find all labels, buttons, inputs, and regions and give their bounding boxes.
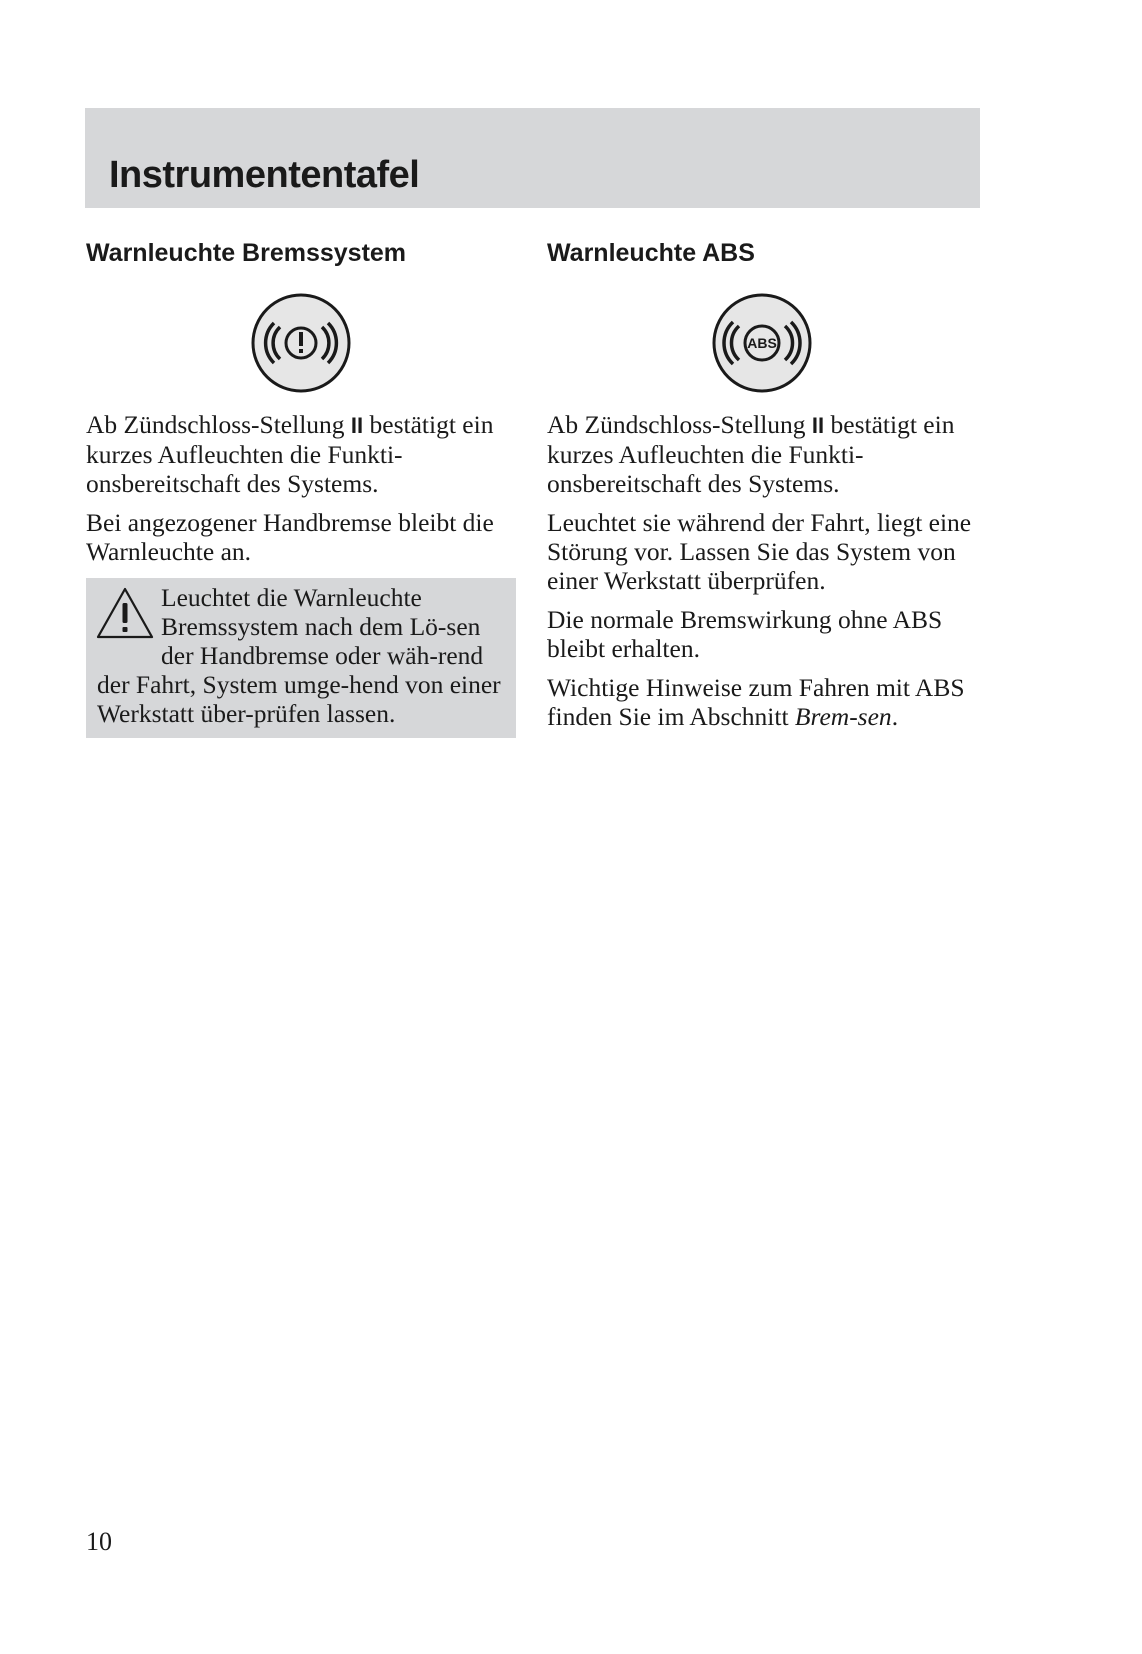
ignition-position-roman: II: [350, 413, 364, 438]
abs-ignition-paragraph: Ab Zündschloss-Stellung II bestätigt ein kurzes Aufleuchten die Funkti-onsbereitschaft des Systems.: [547, 410, 955, 498]
abs-warning-icon: [547, 276, 977, 410]
warning-text: Leuchtet die Warnleuchte Bremssystem nach dem Lö-sen der Handbremse oder wäh-rend der Fahrt, System umge-hend von einer Werkstatt über-prüfen lassen.: [97, 583, 501, 728]
warning-triangle-icon: [95, 585, 155, 643]
page-number: 10: [86, 1527, 112, 1556]
chapter-header-band: [85, 108, 980, 208]
abs-fault-paragraph: Leuchtet sie während der Fahrt, liegt eine Störung vor. Lassen Sie das System von einer Werkstatt überprüfen.: [547, 508, 972, 595]
chapter-title: Instrumententafel: [109, 154, 420, 196]
brake-ignition-paragraph: Ab Zündschloss-Stellung II bestätigt ein kurzes Aufleuchten die Funkti-onsbereitschaft des Systems.: [86, 410, 494, 498]
brake-warning-icon: [86, 276, 516, 410]
abs-hints-paragraph: Wichtige Hinweise zum Fahren mit ABS finden Sie im Abschnitt Brem-sen.: [547, 673, 965, 731]
ignition-position-roman: II: [811, 413, 825, 438]
handbrake-paragraph: Bei angezogener Handbremse bleibt die Warnleuchte an.: [86, 508, 494, 566]
brakes-section-reference: Brem-sen: [794, 702, 892, 731]
brake-system-column: [86, 236, 516, 738]
brake-system-heading: Warnleuchte Bremssystem: [86, 239, 407, 267]
abs-column: [547, 236, 977, 741]
warning-box: [86, 578, 516, 738]
abs-braking-paragraph: Die normale Bremswirkung ohne ABS bleibt erhalten.: [547, 605, 943, 663]
abs-icon-label: ABS: [747, 335, 777, 351]
abs-heading: Warnleuchte ABS: [547, 239, 755, 267]
